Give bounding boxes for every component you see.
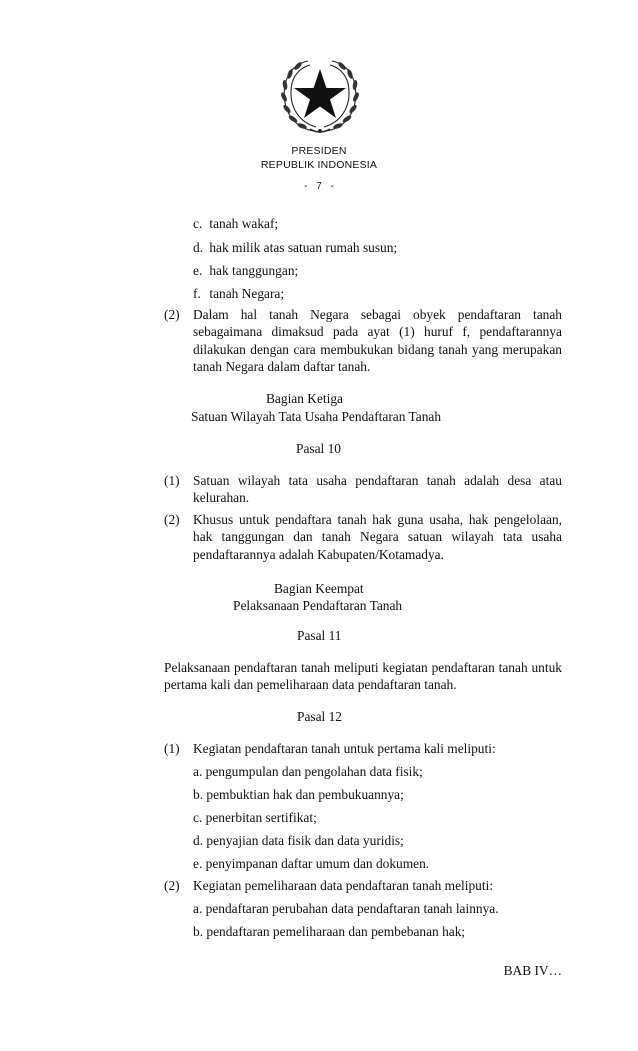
list-item: b. pembuktian hak dan pembukuannya; bbox=[193, 787, 404, 802]
paragraph: Kegiatan pemeliharaan data pendaftaran tanah meliputi: bbox=[193, 878, 494, 893]
list-item: d. penyajian data fisik dan data yuridis; bbox=[193, 833, 404, 848]
section-title: Bagian Keempat bbox=[274, 581, 364, 596]
list-item: d. hak milik atas satuan rumah susun; bbox=[193, 240, 398, 255]
header-republic: REPUBLIK INDONESIA bbox=[260, 159, 378, 171]
garuda-emblem-icon bbox=[276, 55, 364, 137]
list-item: c. penerbitan sertifikat; bbox=[193, 810, 317, 825]
header-president: PRESIDEN bbox=[291, 145, 347, 157]
list-item: a. pendaftaran perubahan data pendaftaran tanah lainnya. bbox=[193, 901, 499, 916]
item-number: (1) bbox=[164, 473, 180, 488]
pasal-title: Pasal 11 bbox=[297, 628, 342, 643]
list-item: e. hak tanggungan; bbox=[193, 263, 299, 278]
list-item: e. penyimpanan daftar umum dan dokumen. bbox=[193, 856, 430, 871]
item-number: (1) bbox=[164, 741, 180, 756]
section-subtitle: Pelaksanaan Pendaftaran Tanah bbox=[233, 598, 403, 613]
pasal-title: Pasal 12 bbox=[297, 709, 343, 724]
item-number: (2) bbox=[164, 878, 180, 893]
item-number: (2) bbox=[164, 512, 180, 527]
paragraph: Khusus untuk pendaftara tanah hak guna usaha, hak pengelolaan, hak tanggungan dan tanah Negara satuan wilayah tata usaha pendaftarannya adalah Kabupaten/Kotamadya. bbox=[193, 512, 562, 562]
list-item: a. pengumpulan dan pengolahan data fisik; bbox=[193, 764, 423, 779]
item-number: (2) bbox=[164, 307, 180, 322]
pasal-title: Pasal 10 bbox=[296, 441, 342, 456]
list-item: b. pendaftaran pemeliharaan dan pembebanan hak; bbox=[193, 924, 466, 939]
paragraph: Pelaksanaan pendaftaran tanah meliputi kegiatan pendaftaran tanah untuk pertama kali dan pemeliharaan data pendaftaran tanah. bbox=[164, 660, 562, 693]
page-number: - 7 - bbox=[304, 181, 334, 192]
paragraph: Kegiatan pendaftaran tanah untuk pertama kali meliputi: bbox=[193, 741, 496, 756]
next-page-catchword: BAB IV… bbox=[503, 963, 562, 978]
section-title: Bagian Ketiga bbox=[266, 391, 343, 406]
paragraph: Satuan wilayah tata usaha pendaftaran tanah adalah desa atau kelurahan. bbox=[193, 473, 562, 506]
list-item: f. tanah Negara; bbox=[193, 286, 285, 301]
section-subtitle: Satuan Wilayah Tata Usaha Pendaftaran Tanah bbox=[191, 409, 442, 424]
list-item: c. tanah wakaf; bbox=[193, 216, 279, 231]
paragraph: Dalam hal tanah Negara sebagai obyek pendaftaran tanah sebagaimana dimaksud pada ayat (1) huruf f, pendaftarannya dilakukan dengan cara membukukan bidang tanah yang merupakan tanah Negara dalam daftar tanah. bbox=[193, 307, 562, 374]
